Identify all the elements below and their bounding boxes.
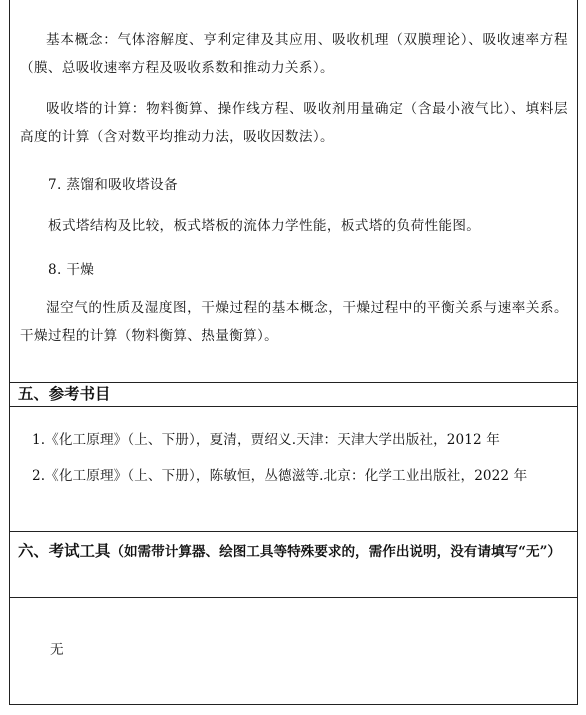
exam-tools-answer: 无	[50, 642, 64, 658]
section6-heading-block	[18, 537, 566, 567]
section6-heading: 六、考试工具	[18, 542, 111, 560]
document-table	[9, 0, 578, 705]
paragraph-absorption-basics: 基本概念：气体溶解度、亨利定律及其应用、吸收机理（双膜理论）、吸收速率方程（膜、总吸收速率方程及吸收系数和推动力关系）。	[20, 32, 568, 76]
divider-after-section6-heading	[10, 597, 577, 598]
item-7-title: 7. 蒸馏和吸收塔设备	[48, 177, 178, 193]
section6-note: （如需带计算器、绘图工具等特殊要求的，需作出说明，没有请填写“无”）	[110, 544, 561, 560]
item-8-title: 8. 干燥	[48, 262, 95, 278]
section5-heading: 五、参考书目	[18, 385, 111, 403]
divider-after-section5-heading	[10, 406, 577, 407]
divider-before-section6	[10, 531, 577, 532]
reference-2: 2.《化工原理》（上、下册），陈敏恒，丛德滋等.北京：化学工业出版社，2022 年	[32, 468, 528, 484]
item-8-text: 湿空气的性质及湿度图，干燥过程的基本概念，干燥过程中的平衡关系与速率关系。干燥过程的计算（物料衡算、热量衡算）。	[20, 300, 568, 344]
paragraph-absorption-tower-calc: 吸收塔的计算：物料衡算、操作线方程、吸收剂用量确定（含最小液气比）、填料层高度的计算（含对数平均推动力法，吸收因数法）。	[20, 101, 568, 145]
item-7-text: 板式塔结构及比较，板式塔板的流体力学性能，板式塔的负荷性能图。	[48, 218, 481, 234]
reference-1: 1.《化工原理》（上、下册），夏清，贾绍义.天津：天津大学出版社，2012 年	[32, 432, 500, 448]
